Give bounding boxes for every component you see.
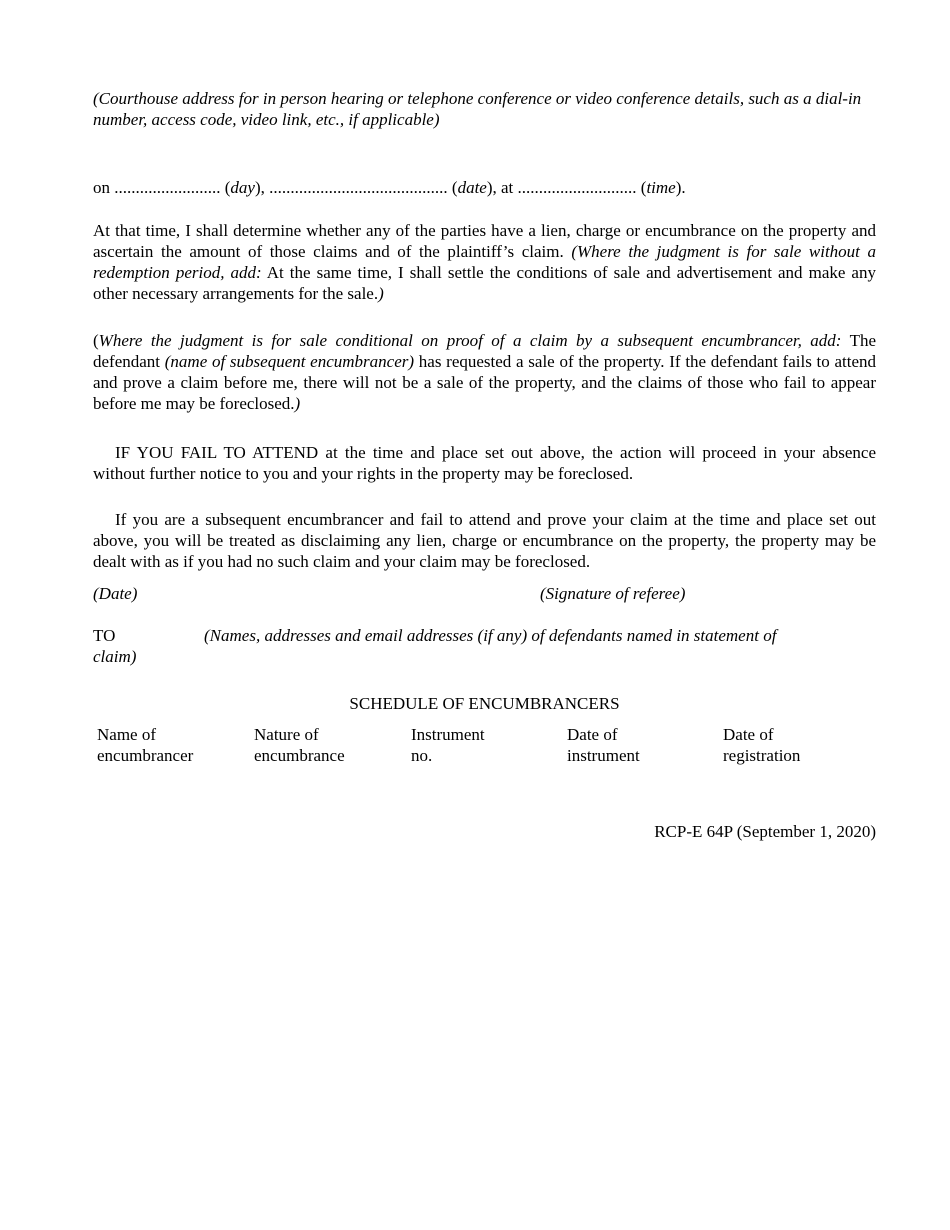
column-header-instrument-no: Instrument no. xyxy=(411,725,485,765)
subsequent-encumbrancer-paragraph: (Where the judgment is for sale conditional on proof of a claim by a subsequent encumbrancer, add: The defendant (name of subsequent encumbrancer) has requested a sale of the property. If the defendant fails to attend and prove a claim before me, there will not be a sale of the property, and the claims of those who fail to appear before me may be foreclosed.) xyxy=(93,331,877,413)
day-label: day xyxy=(230,178,255,197)
defendants-note: (Names, addresses and email addresses (if any) of defendants named in statement of xyxy=(204,626,777,645)
defendants-note-continued: claim) xyxy=(93,647,137,666)
to-label: TO xyxy=(93,626,116,645)
column-header-registration-date: Date of registration xyxy=(723,725,801,765)
determine-paragraph: At that time, I shall determine whether any of the parties have a lien, charge or encumbrance on the property and ascertain the amount of those claims and of the plaintiff’s claim. (Where the judgment is for sale without a redemption period, add: At the same time, I shall settle the conditions of sale and advertisement and make any other necessary arrangements for the sale.) xyxy=(93,221,876,303)
date-label-inline: date xyxy=(457,178,487,197)
date-signature-label: (Date) xyxy=(93,584,138,603)
schedule-title: SCHEDULE OF ENCUMBRANCERS xyxy=(349,694,620,713)
column-header-instrument-date: Date of instrument xyxy=(567,725,640,765)
day-blank: ......................... xyxy=(114,178,221,197)
column-header-nature: Nature of encumbrance xyxy=(254,725,345,765)
fail-to-attend-paragraph: IF YOU FAIL TO ATTEND at the time and place set out above, the action will proceed in your absence without further notice to you and your rights in the property may be foreclosed. xyxy=(93,443,876,483)
time-blank: ............................ xyxy=(517,178,637,197)
referee-signature-label: (Signature of referee) xyxy=(540,584,686,603)
date-blank: .......................................... xyxy=(269,178,448,197)
form-code: RCP-E 64P (September 1, 2020) xyxy=(654,822,876,841)
hearing-schedule-line: on ......................... (day), .......................................... (date), at ............................ (time). xyxy=(93,178,686,197)
time-label: time xyxy=(646,178,676,197)
on-word: on xyxy=(93,178,110,197)
courthouse-note: (Courthouse address for in person hearing or telephone conference or video conference details, such as a dial-in number, access code, video link, etc., if applicable) xyxy=(93,89,862,129)
encumbrancer-warning-paragraph: If you are a subsequent encumbrancer and fail to attend and prove your claim at the time and place set out above, you will be treated as disclaiming any lien, charge or encumbrance on the property, the property may be dealt with as if you had no such claim and your claim may be foreclosed. xyxy=(93,510,876,571)
column-header-name: Name of encumbrancer xyxy=(97,725,194,765)
